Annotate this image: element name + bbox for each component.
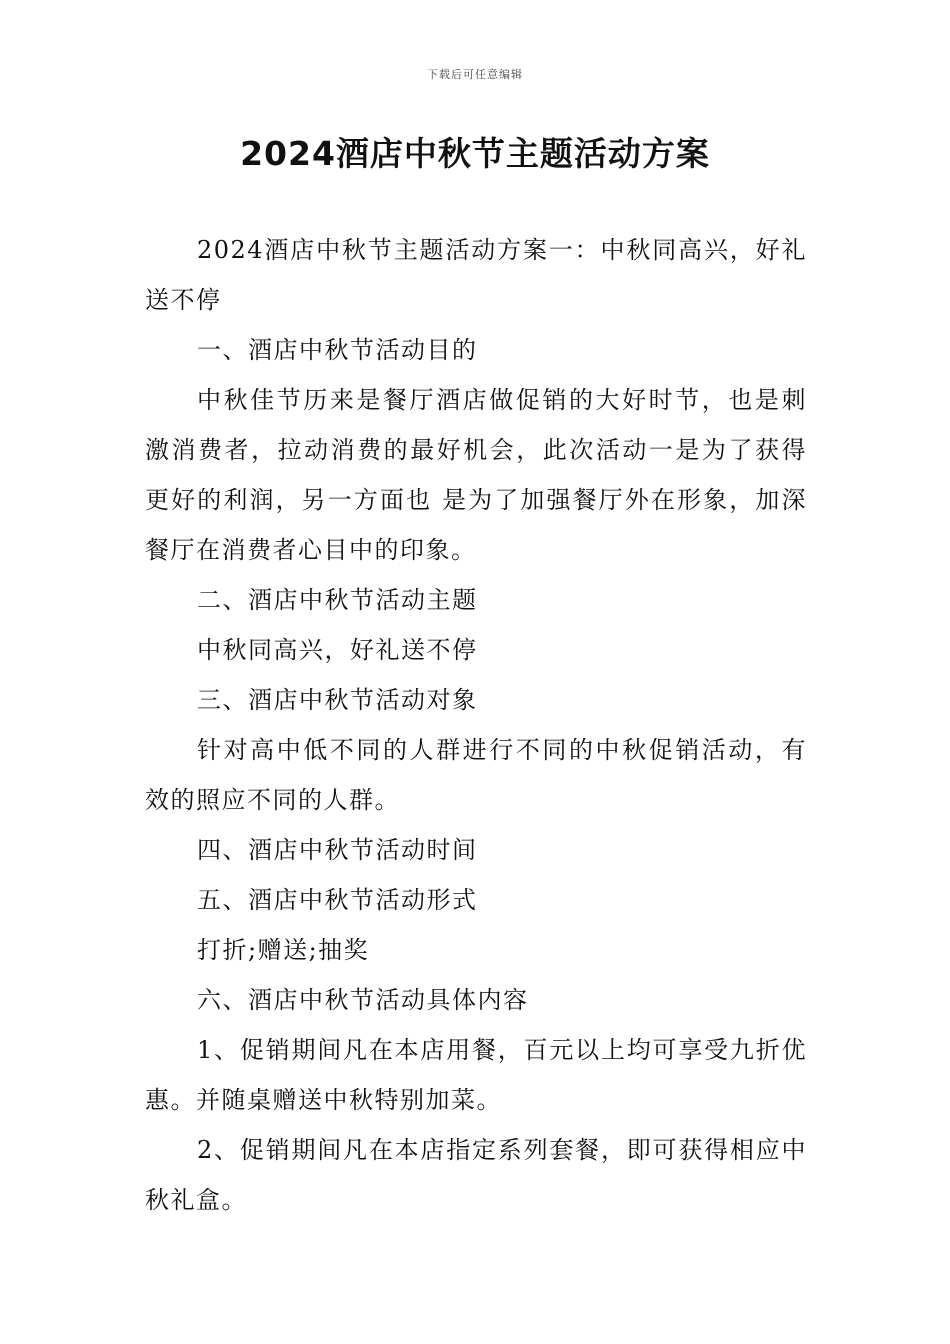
document-body <box>145 225 807 1225</box>
paragraph-content-item-2: 2、促销期间凡在本店指定系列套餐，即可获得相应中秋礼盒。 <box>145 1136 807 1214</box>
heading-format: 五、酒店中秋节活动形式 <box>197 886 478 914</box>
heading-purpose: 一、酒店中秋节活动目的 <box>197 336 478 364</box>
paragraph-intro: 2024酒店中秋节主题活动方案一：中秋同高兴，好礼送不停 <box>145 236 807 314</box>
document-title: 2024酒店中秋节主题活动方案 <box>240 134 710 173</box>
heading-audience: 三、酒店中秋节活动对象 <box>197 686 478 714</box>
heading-time: 四、酒店中秋节活动时间 <box>197 836 478 864</box>
header-note: 下载后可任意编辑 <box>427 68 523 81</box>
paragraph-purpose: 中秋佳节历来是餐厅酒店做促销的大好时节，也是刺激消费者，拉动消费的最好机会，此次活动一是为了获得更好的利润，另一方面也 是为了加强餐厅外在形象，加深餐厅在消费者心目中的印象。 <box>145 386 807 564</box>
paragraph-content-item-1: 1、促销期间凡在本店用餐，百元以上均可享受九折优惠。并随桌赠送中秋特别加菜。 <box>145 1036 807 1114</box>
paragraph-theme: 中秋同高兴，好礼送不停 <box>197 636 478 664</box>
paragraph-format: 打折;赠送;抽奖 <box>197 936 370 964</box>
heading-content: 六、酒店中秋节活动具体内容 <box>197 986 529 1014</box>
heading-theme: 二、酒店中秋节活动主题 <box>197 586 478 614</box>
paragraph-audience: 针对高中低不同的人群进行不同的中秋促销活动，有效的照应不同的人群。 <box>145 736 807 814</box>
